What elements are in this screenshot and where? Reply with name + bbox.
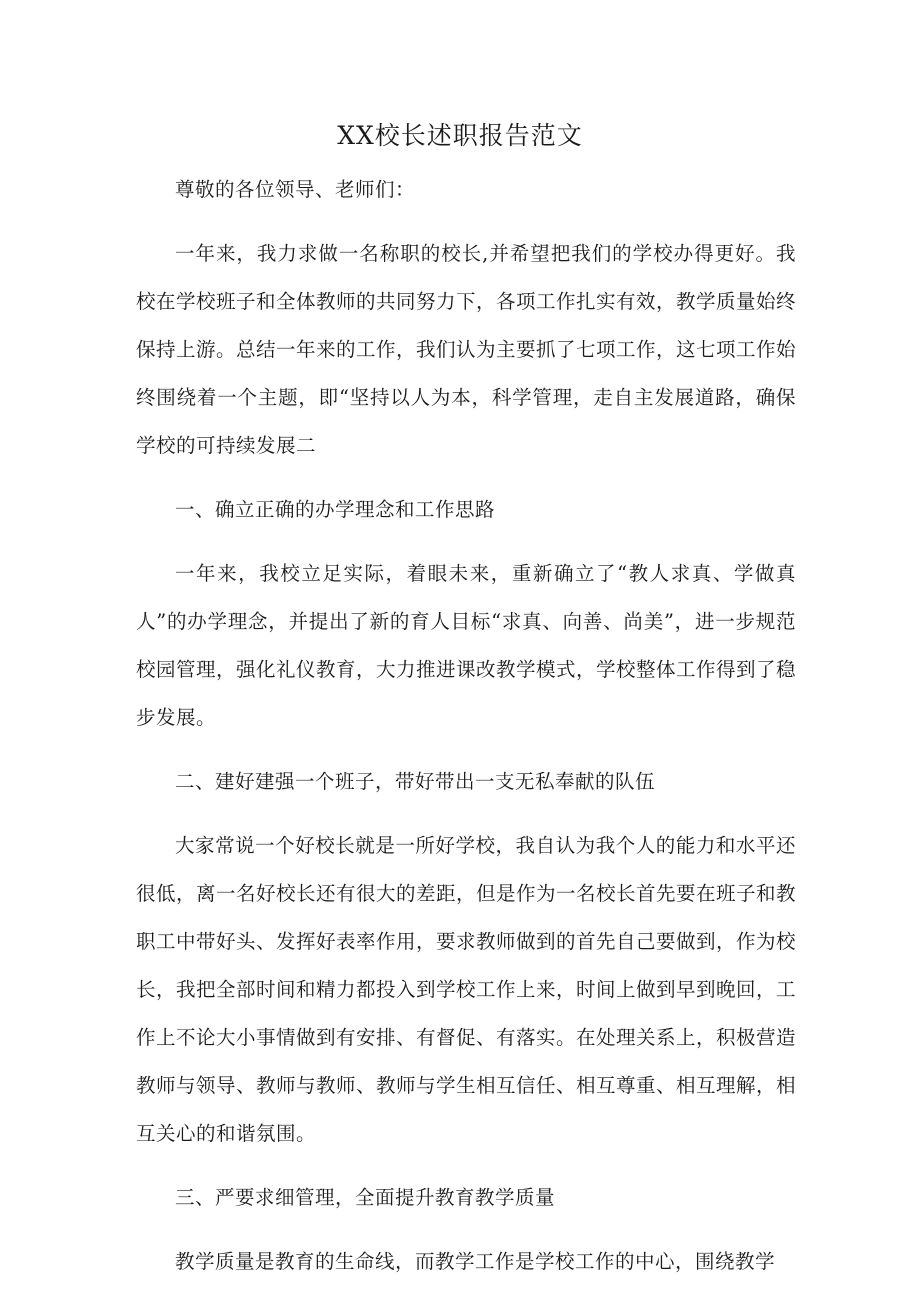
document-title: XX校长述职报告范文 [337,121,583,150]
document-body [136,166,796,1302]
section-3-paragraph: 教学质量是教育的生命线，而教学工作是学校工作的中心，围绕教学 [175,1250,776,1273]
section-1-paragraph: 一年来，我校立足实际，着眼未来，重新确立了“教人求真、学做真人”的办学理念，并提出了新的育人目标“求真、向善、尚美”，进一步规范校园管理，强化礼仪教育，大力推进课改教学模式，学校整体工作得到了稳步发展。 [136,562,797,729]
intro-paragraph: 一年来，我力求做一名称职的校长,并希望把我们的学校办得更好。我校在学校班子和全体教师的共同努力下，各项工作扎实有效，教学质量始终保持上游。总结一年来的工作，我们认为主要抓了七项工作，这七项工作始终围绕着一个主题，即“坚持以人为本，科学管理，走自主发展道路，确保学校的可持续发展二 [136,242,797,457]
section-2-paragraph: 大家常说一个好校长就是一所好学校，我自认为我个人的能力和水平还很低，离一名好校长还有很大的差距，但是作为一名校长首先要在班子和教职工中带好头、发挥好表率作用，要求教师做到的首先自己要做到，作为校长，我把全部时间和精力都投入到学校工作上来，时间上做到早到晚回，工作上不论大小事情做到有安排、有督促、有落实。在处理关系上，积极营造教师与领导、教师与教师、教师与学生相互信任、相互尊重、相互理解，相互关心的和谐氛围。 [136,834,797,1145]
section-heading-3: 三、严要求细管理，全面提升教育教学质量 [175,1186,556,1209]
section-heading-2: 二、建好建强一个班子，带好带出一支无私奉献的队伍 [175,770,656,793]
section-heading-1: 一、确立正确的办学理念和工作思路 [175,498,496,521]
salutation: 尊敬的各位领导、老师们： [175,178,416,201]
